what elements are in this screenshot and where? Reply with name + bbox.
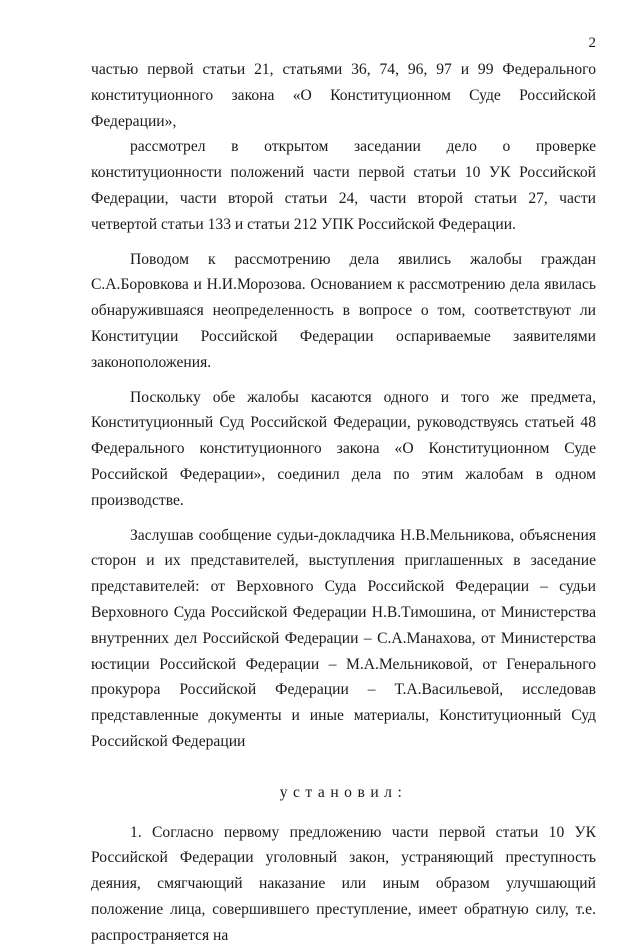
paragraph-joined-cases: Поскольку обе жалобы касаются одного и того же предмета, Конституционный Суд Российской Федерации, руководствуясь статьей 48 Федерального конституционного закона «О Конституционном Суде Российской Федерации», соединил дела по этим жалобам в одном производстве. [91,388,596,509]
paragraph-considered-case: рассмотрел в открытом заседании дело о проверке конституционности положений части первой статьи 10 УК Российской Федерации, части второй статьи 24, части второй статьи 27, части четвертой статьи 133 и статьи 212 УПК Российской Федерации. [91,138,596,233]
paragraph-intro-continuation: частью первой статьи 21, статьями 36, 74, 96, 97 и 99 Федерального конституционного закона «О Конституционном Суде Российской Федерации», [91,61,596,130]
paragraph-hearing: Заслушав сообщение судьи-докладчика Н.В.Мельникова, объяснения сторон и их представителей, выступления приглашенных в заседание представителей: от Верховного Суда Российской Федерации – судьи Верховного Суда Российской Федерации Н.В.Тимошина, от Министерства внутренних дел Российской Федерации – С.А.Манахова, от Министерства юстиции Российской Федерации – М.А.Мельниковой, от Генерального прокурора Российской Федерации – Т.А.Васильевой, исследовав представленные документы и иные материалы, Конституционный Суд Российской Федерации [91,526,596,750]
document-body [91,57,596,949]
paragraph-grounds: Поводом к рассмотрению дела явились жалобы граждан С.А.Боровкова и Н.И.Морозова. Основанием к рассмотрению дела явилась обнаружившаяся неопределенность в вопросе о том, соответствуют ли Конституции Российской Федерации оспариваемые заявителями законоположения. [91,250,596,371]
page-number: 2 [588,35,596,51]
paragraph-point-1: 1. Согласно первому предложению части первой статьи 10 УК Российской Федерации уголовный закон, устраняющий преступность деяния, смягчающий наказание или иным образом улучшающий положение лица, совершившего преступление, имеет обратную силу, т.е. распространяется на [91,823,596,944]
section-heading: установил: [279,783,408,801]
